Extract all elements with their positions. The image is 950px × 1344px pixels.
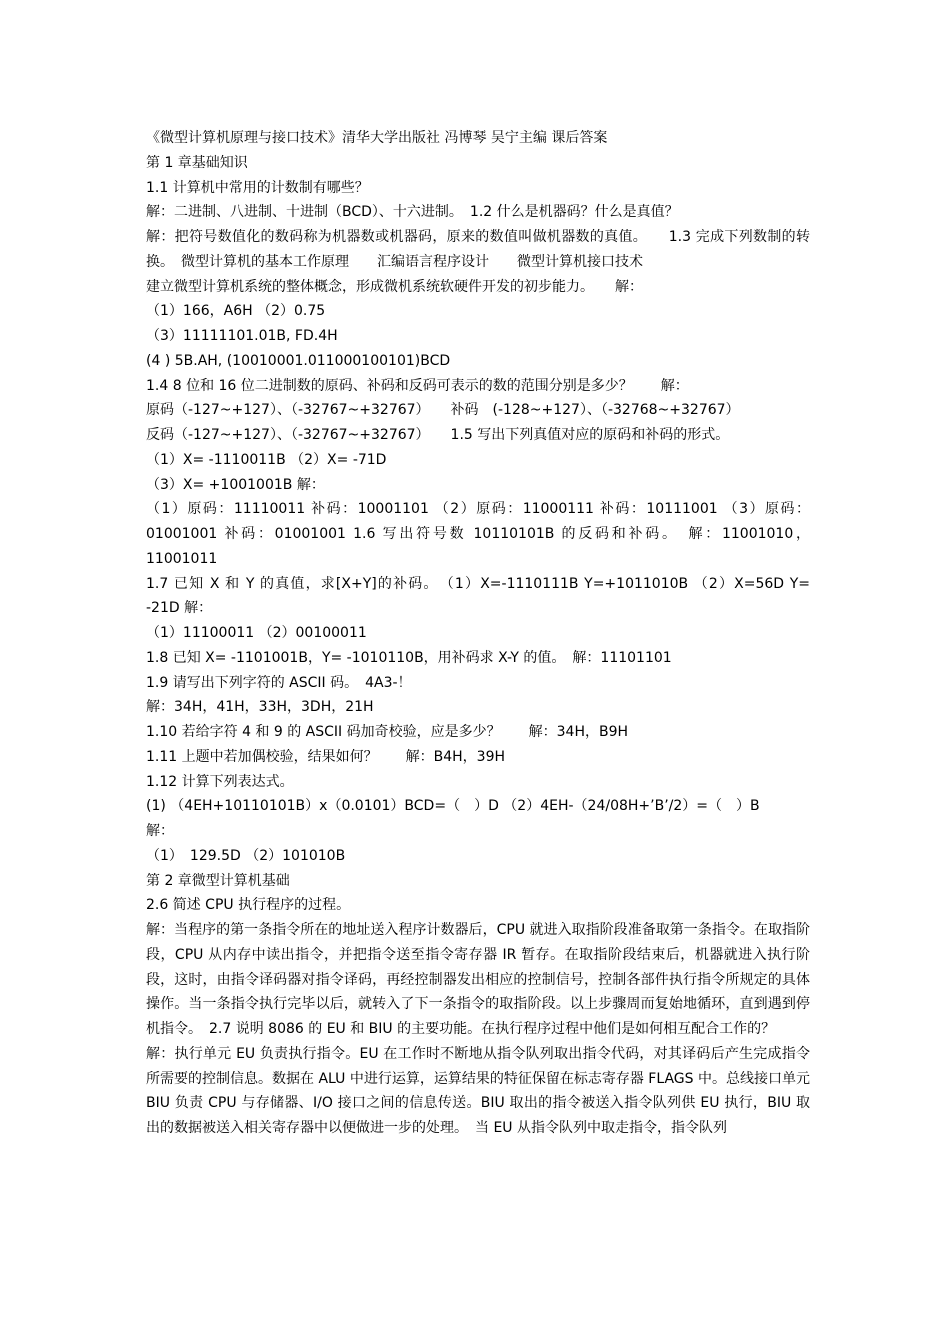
answer-line: 反码（-127~+127）、（-32767~+32767） 1.5 写出下列真值对应的原码和补码的形式。	[146, 427, 730, 443]
answer-line: （1）11100011 （2）00100011	[146, 625, 367, 641]
question-1-9: 1.9 请写出下列字符的 ASCII 码。 4A3-！	[146, 674, 412, 691]
question-1-1: 1.1 计算机中常用的计数制有哪些？	[146, 179, 369, 196]
document-page	[146, 126, 810, 1141]
question-1-10: 1.10 若给字符 4 和 9 的 ASCII 码加奇校验，应是多少？ 解：34H，B9H	[146, 724, 629, 740]
chapter-2-heading: 第 2 章微型计算机基础	[146, 872, 290, 889]
answer-1-5: （1）原码：11110011 补码：10001101 （2）原码：11000111 补码：10111001 （3）原码：01001001 补码：01001001 1.6 写出符号数 10110101B 的反码和补码。 解：11001010，11001011	[146, 501, 810, 567]
answer-line: (4 ) 5B.AH, (10010001.011000100101)BCD	[146, 352, 451, 369]
answer-2-7: 解：执行单元 EU 负责执行指令。EU 在工作时不断地从指令队列取出指令代码，对其译码后产生完成指令所需要的控制信息。数据在 ALU 中进行运算，运算结果的特征保留在标志寄存器 FLAGS 中。总线接口单元 BIU 负责 CPU 与存储器、I/O 接口之间的信息传送。BIU 取出的指令被送入指令队列供 EU 执行，BIU 取出的数据被送入相关寄存器中以便做进一步的处理。 当 EU 从指令队列中取走指令，指令队列	[146, 1045, 810, 1136]
question-2-6: 2.6 简述 CPU 执行程序的过程。	[146, 897, 351, 914]
expression-line: (1) （4EH+10110101B）x（0.0101）BCD=（ ）D （2）4EH-（24/08H+’B’/2）=（ ）B	[146, 798, 760, 815]
answer-line: （1）X= -1110011B （2）X= -71D	[146, 451, 387, 468]
question-1-8: 1.8 已知 X= -1101001B，Y= -1010110B，用补码求 X-Y 的值。 解：11101101	[146, 649, 672, 666]
answer-line: （1） 129.5D （2）101010B	[146, 847, 346, 864]
answer-label: 解：	[146, 823, 174, 839]
answer-line: 原码（-127~+127）、（-32767~+32767） 补码 (-128~+127）、（-32768~+32767）	[146, 402, 740, 419]
answer-line: （3）X= +1001001B 解：	[146, 476, 325, 493]
chapter-1-heading: 第 1 章基础知识	[146, 154, 248, 171]
answer-1-2: 解：把符号数值化的数码称为机器数或机器码，原来的数值叫做机器数的真值。 1.3 完成下列数制的转换。 微型计算机的基本工作原理 汇编语言程序设计 微型计算机接口技术	[146, 229, 810, 270]
answer-line: （3）11111101.01B, FD.4H	[146, 328, 338, 344]
answer-line: （1）166，A6H （2）0.75	[146, 303, 326, 320]
answer-1-1: 解：二进制、八进制、十进制（BCD）、十六进制。 1.2 什么是机器码？什么是真值？	[146, 204, 679, 221]
question-1-12: 1.12 计算下列表达式。	[146, 773, 294, 790]
document-title: 《微型计算机原理与接口技术》清华大学出版社 冯博琴 吴宁主编 课后答案	[146, 130, 608, 146]
answer-2-6: 解：当程序的第一条指令所在的地址送入程序计数器后，CPU 就进入取指阶段准备取第一条指令。在取指阶段，CPU 从内存中读出指令，并把指令送至指令寄存器 IR 暂存。在取指阶段结束后，机器就进入执行阶段，这时，由指令译码器对指令译码，再经控制器发出相应的控制信号，控制各部件执行指令所规定的具体操作。当一条指令执行完毕以后，就转入了下一条指令的取指阶段。以上步骤周而复始地循环，直到遇到停机指令。 2.7 说明 8086 的 EU 和 BIU 的主要功能。在执行程序过程中他们是如何相互配合工作的？	[146, 922, 810, 1037]
question-1-4: 1.4 8 位和 16 位二进制数的原码、补码和反码可表示的数的范围分别是多少？ 解：	[146, 377, 689, 394]
question-1-7: 1.7 已知 X 和 Y 的真值，求[X+Y]的补码。 （1）X=-1110111B Y=+1011010B （2）X=56D Y= -21D 解：	[146, 575, 810, 617]
paragraph-line: 建立微型计算机系统的整体概念，形成微机系统软硬件开发的初步能力。 解：	[146, 278, 643, 295]
answer-line: 解：34H，41H，33H，3DH，21H	[146, 699, 374, 716]
question-1-11: 1.11 上题中若加偶校验，结果如何？ 解：B4H，39H	[146, 748, 506, 765]
